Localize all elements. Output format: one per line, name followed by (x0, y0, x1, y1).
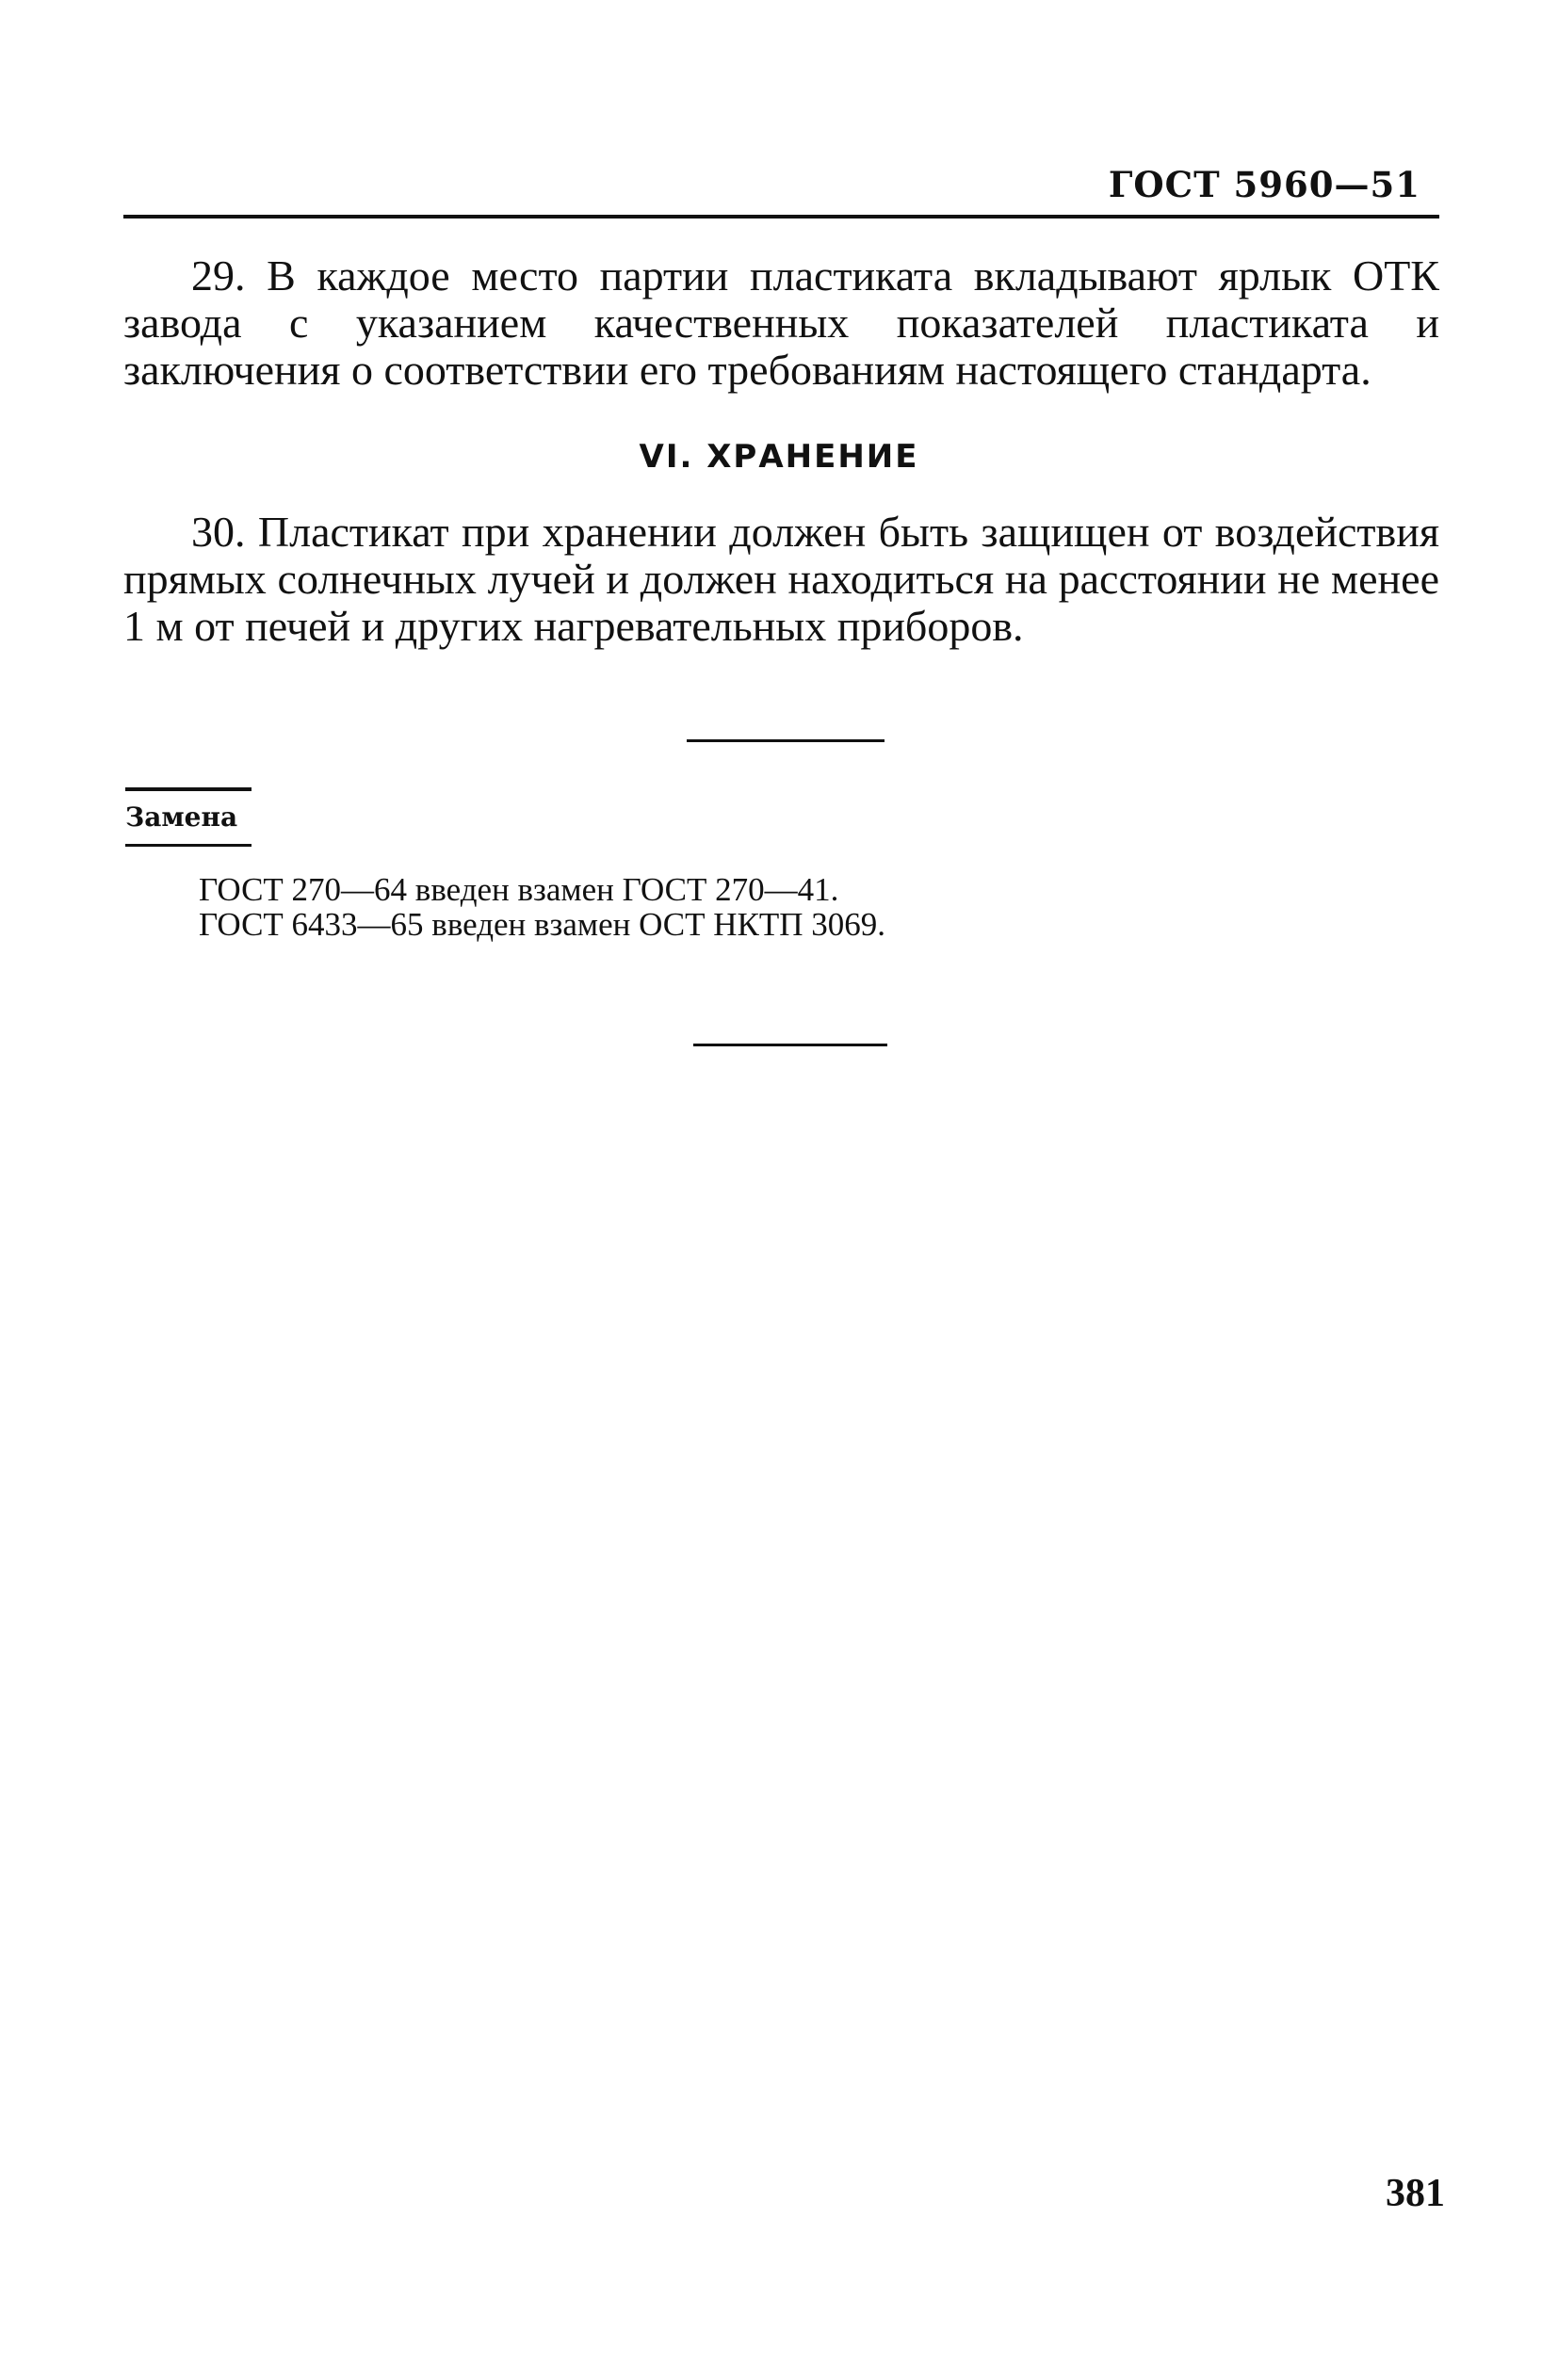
paragraph-30 (123, 509, 1439, 650)
separator-rule (693, 1044, 887, 1046)
section-heading-storage: VI. ХРАНЕНИЕ (639, 438, 919, 476)
paragraph-29-text: 29. В каждое место партии пластиката вкладывают ярлык ОТК завода с указанием качественных показателей пластиката и заключения о соответствии его требованиям настоящего стандарта. (123, 251, 1439, 394)
replacement-item: ГОСТ 270—64 введен взамен ГОСТ 270—41. (199, 871, 839, 908)
replacement-label-block (125, 787, 252, 847)
replacement-list (199, 872, 885, 942)
header-divider (123, 215, 1439, 219)
standard-code: ГОСТ 5960—51 (1108, 164, 1420, 205)
replacement-bottom-rule (125, 844, 252, 847)
replacement-title: Замена (125, 801, 238, 833)
page-number: 381 (1386, 2172, 1445, 2215)
replacement-item: ГОСТ 6433—65 введен взамен ОСТ НКТП 3069. (199, 906, 886, 943)
paragraph-29 (123, 252, 1439, 394)
paragraph-30-text: 30. Пластикат при хранении должен быть защищен от воздействия прямых солнечных лучей и должен находиться на расстоянии не менее 1 м от печей и других нагревательных приборов. (123, 508, 1439, 650)
separator-rule (687, 739, 884, 742)
replacement-top-rule (125, 787, 252, 791)
